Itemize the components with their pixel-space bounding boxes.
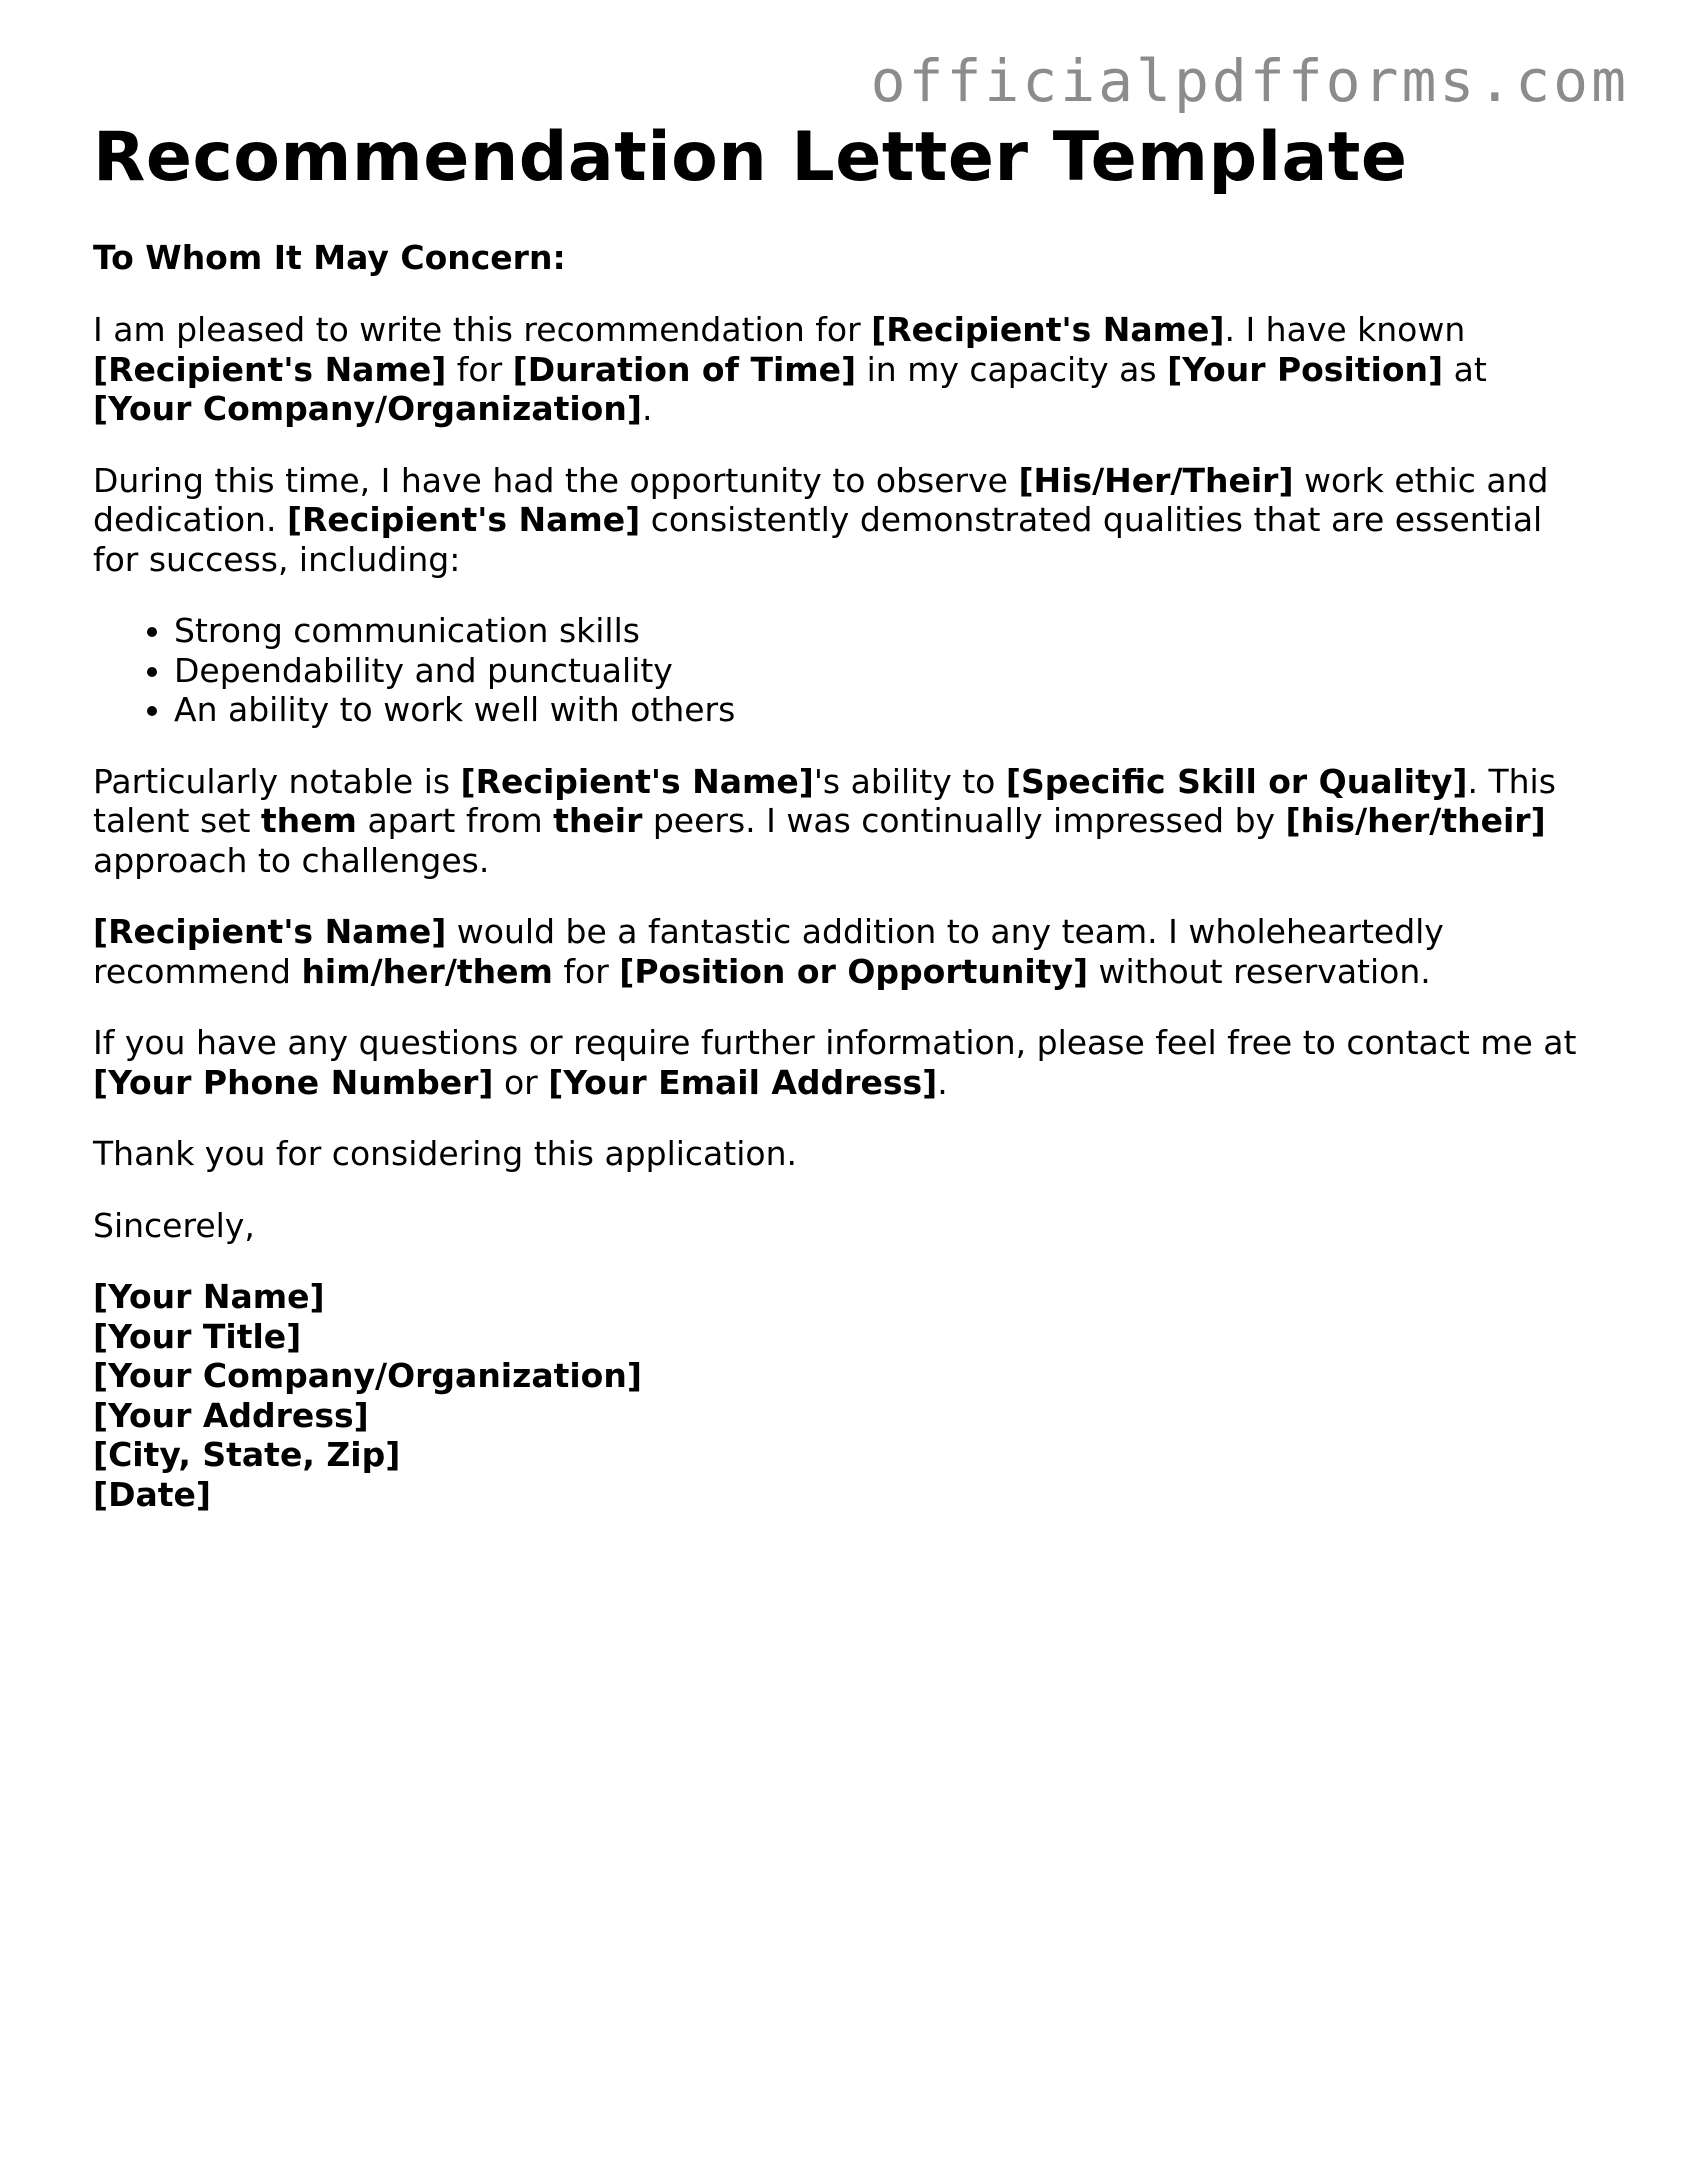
paragraph-contact: If you have any questions or require further information, please feel free to contact me at [Your Phone Number] or [Your Email Address]. (93, 1023, 1577, 1102)
watermark-logo: officialpdfforms.com (870, 47, 1629, 115)
paragraph-recommendation: [Recipient's Name] would be a fantastic addition to any team. I wholeheartedly recommend him/her/them for [Position or Opportunity] without reservation. (93, 912, 1444, 991)
signature-block (93, 1277, 1593, 1514)
signature-company: [Your Company/Organization] (93, 1356, 642, 1395)
list-item: • Strong communication skills (174, 611, 1593, 651)
list-item: • Dependability and punctuality (174, 651, 1593, 691)
qualities-list (93, 611, 1593, 730)
letter-document (93, 118, 1593, 1514)
paragraph-skill: Particularly notable is [Recipient's Name]'s ability to [Specific Skill or Quality]. This talent set them apart from their peers. I was continually impressed by [his/her/their] approach to challenges. (93, 761, 1556, 880)
paragraph-thanks: Thank you for considering this application. (93, 1134, 797, 1173)
paragraph-intro: I am pleased to write this recommendation for [Recipient's Name]. I have known [Recipient's Name] for [Duration of Time] in my capacity as [Your Position] at [Your Company/Organization]. (93, 310, 1487, 428)
paragraph-observation: During this time, I have had the opportunity to observe [His/Her/Their] work ethic and dedication. [Recipient's Name] consistently demonstrated qualities that are essential for success, including: (93, 460, 1549, 579)
closing: Sincerely, (93, 1205, 255, 1245)
page-title: Recommendation Letter Template (93, 118, 1408, 197)
signature-city: [City, State, Zip] (93, 1435, 401, 1474)
signature-name: [Your Name] (93, 1277, 325, 1316)
signature-title: [Your Title] (93, 1316, 302, 1356)
salutation: To Whom It May Concern: (93, 238, 566, 277)
signature-date: [Date] (93, 1474, 211, 1514)
signature-address: [Your Address] (93, 1395, 369, 1435)
list-item: • An ability to work well with others (174, 690, 1593, 730)
